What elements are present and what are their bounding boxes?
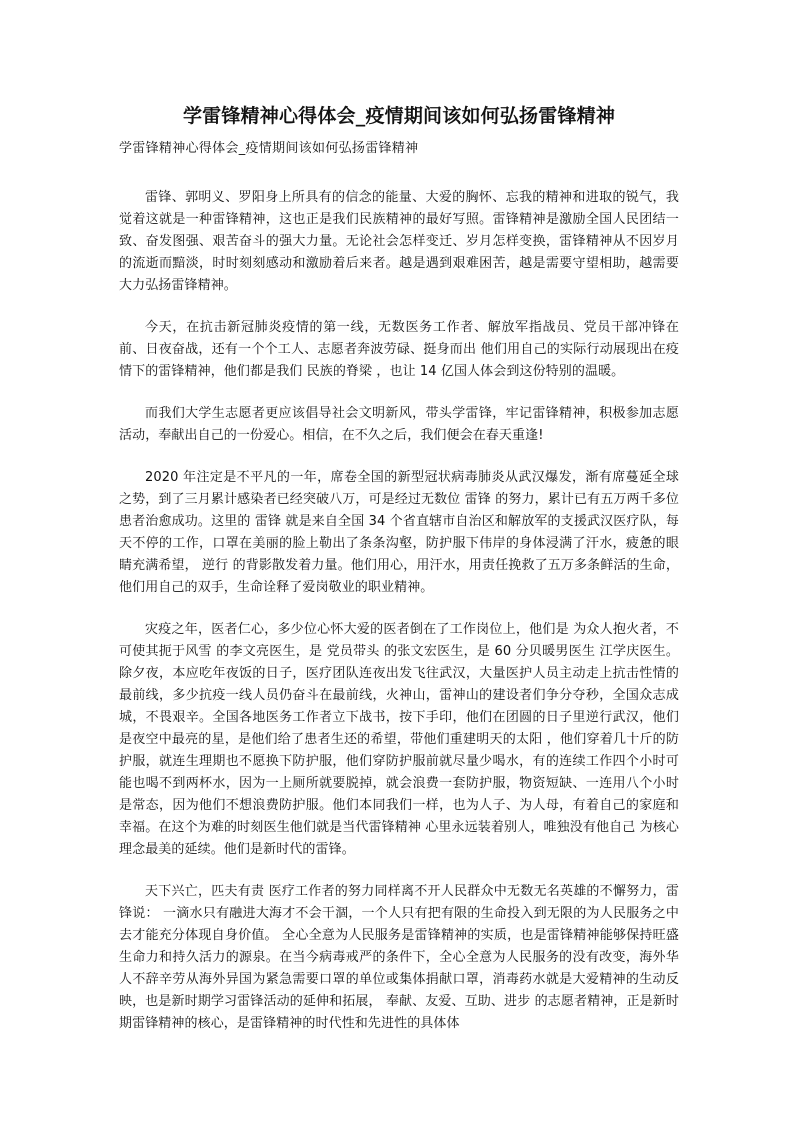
paragraph-1: 雷锋、郭明义、罗阳身上所具有的信念的能量、大爱的胸怀、忘我的精神和进取的锐气，我觉着这就是一种雷锋精神，这也正是我们民族精神的最好写照。雷锋精神是激励全国人民团结一致、奋发图强、艰苦奋斗的强大力量。无论社会怎样变迁、岁月怎样变换，雷锋精神从不因岁月的流逝而黯淡，时时刻刻感动和激励着后来者。越是遇到艰难困苦，越是需要守望相助，越需要大力弘扬雷锋精神。: [119, 190, 679, 293]
paragraph-3: 而我们大学生志愿者更应该倡导社会文明新风，带头学雷锋，牢记雷锋精神，积极参加志愿活动，奉献出自己的一份爱心。相信，在不久之后，我们便会在春天重逢!: [119, 406, 679, 443]
document-subtitle: 学雷锋精神心得体会_疫情期间该如何弘扬雷锋精神: [119, 141, 419, 156]
paragraph-2: 今天，在抗击新冠肺炎疫情的第一线，无数医务工作者、解放军指战员、党员干部冲锋在前、日夜奋战，还有一个个工人、志愿者奔波劳碌、挺身而出 他们用自己的实际行动展现出在疫情下的雷锋精神，他们都是我们 民族的脊梁 ，也让 14 亿国人体会到这份特别的温暖。: [119, 320, 679, 379]
document-title: 学雷锋精神心得体会_疫情期间该如何弘扬雷锋精神: [182, 105, 616, 127]
paragraph-5: 灾疫之年，医者仁心，多少位心怀大爱的医者倒在了工作岗位上，他们是 为众人抱火者，不可使其扼于风雪 的李文亮医生，是 党员带头 的张文宏医生，是 60 分贝暖男医生 江学庆医生。除夕夜，本应吃年夜饭的日子，医疗团队连夜出发飞往武汉，大量医护人员主动走上抗击性情的最前线，多少抗疫一线人员仍奋斗在最前线，火神山，雷神山的建设者们争分夺秒，全国众志成城，不畏艰辛。全国各地医务工作者立下战书，按下手印，他们在团圆的日子里逆行武汉，他们是夜空中最亮的星，是他们给了患者生还的希望，带他们重建明天的太阳 ，他们穿着几十斤的防护服，就连生理期也不愿换下防护服，他们穿防护服前就尽量少喝水，有的连续工作四个小时可能也喝不到两杯水，因为一上厕所就要脱掉，就会浪费一套防护服，物资短缺、一连用八个小时是常态，因为他们不想浪费防护服。他们本同我们一样，也为人子、为人母，有着自己的家庭和幸福。在这个为难的时刻医生他们就是当代雷锋精神 心里永远装着别人，唯独没有他自己 为核心理念最美的延续。他们是新时代的雷锋。: [119, 622, 679, 857]
paragraph-4: 2020 年注定是不平凡的一年，席卷全国的新型冠状病毒肺炎从武汉爆发，渐有席蔓延全球之势，到了三月累计感染者已经突破八万，可是经过无数位 雷锋 的努力，累计已有五万两千多位患者治愈成功。这里的 雷锋 就是来自全国 34 个省直辖市自治区和解放军的支援武汉医疗队，每天不停的工作，口罩在美丽的脸上勒出了条条沟壑，防护服下伟岸的身体浸满了汗水，疲惫的眼睛充满希望， 逆行 的背影散发着力量。他们用心，用汗水，用责任挽救了五万多条鲜活的生命，他们用自己的双手，生命诠释了爱岗敬业的职业精神。: [119, 470, 679, 595]
paragraph-6: 天下兴亡，匹夫有责 医疗工作者的努力同样离不开人民群众中无数无名英雄的不懈努力，雷锋说： 一滴水只有融进大海才不会干涸，一个人只有把有限的生命投入到无限的为人民服务之中去才能充分体现自身价值。 全心全意为人民服务是雷锋精神的实质，也是雷锋精神能够保持旺盛生命力和持久活力的源泉。在当今病毒戒严的条件下，全心全意为人民服务的没有改变，海外华人不辞辛劳从海外异国为紧急需要口罩的单位或集体捐献口罩，消毒药水就是大爱精神的生动反映，也是新时期学习雷锋活动的延伸和拓展， 奉献、友爱、互助、进步 的志愿者精神，正是新时期雷锋精神的核心，是雷锋精神的时代性和先进性的具体体: [119, 884, 679, 1031]
